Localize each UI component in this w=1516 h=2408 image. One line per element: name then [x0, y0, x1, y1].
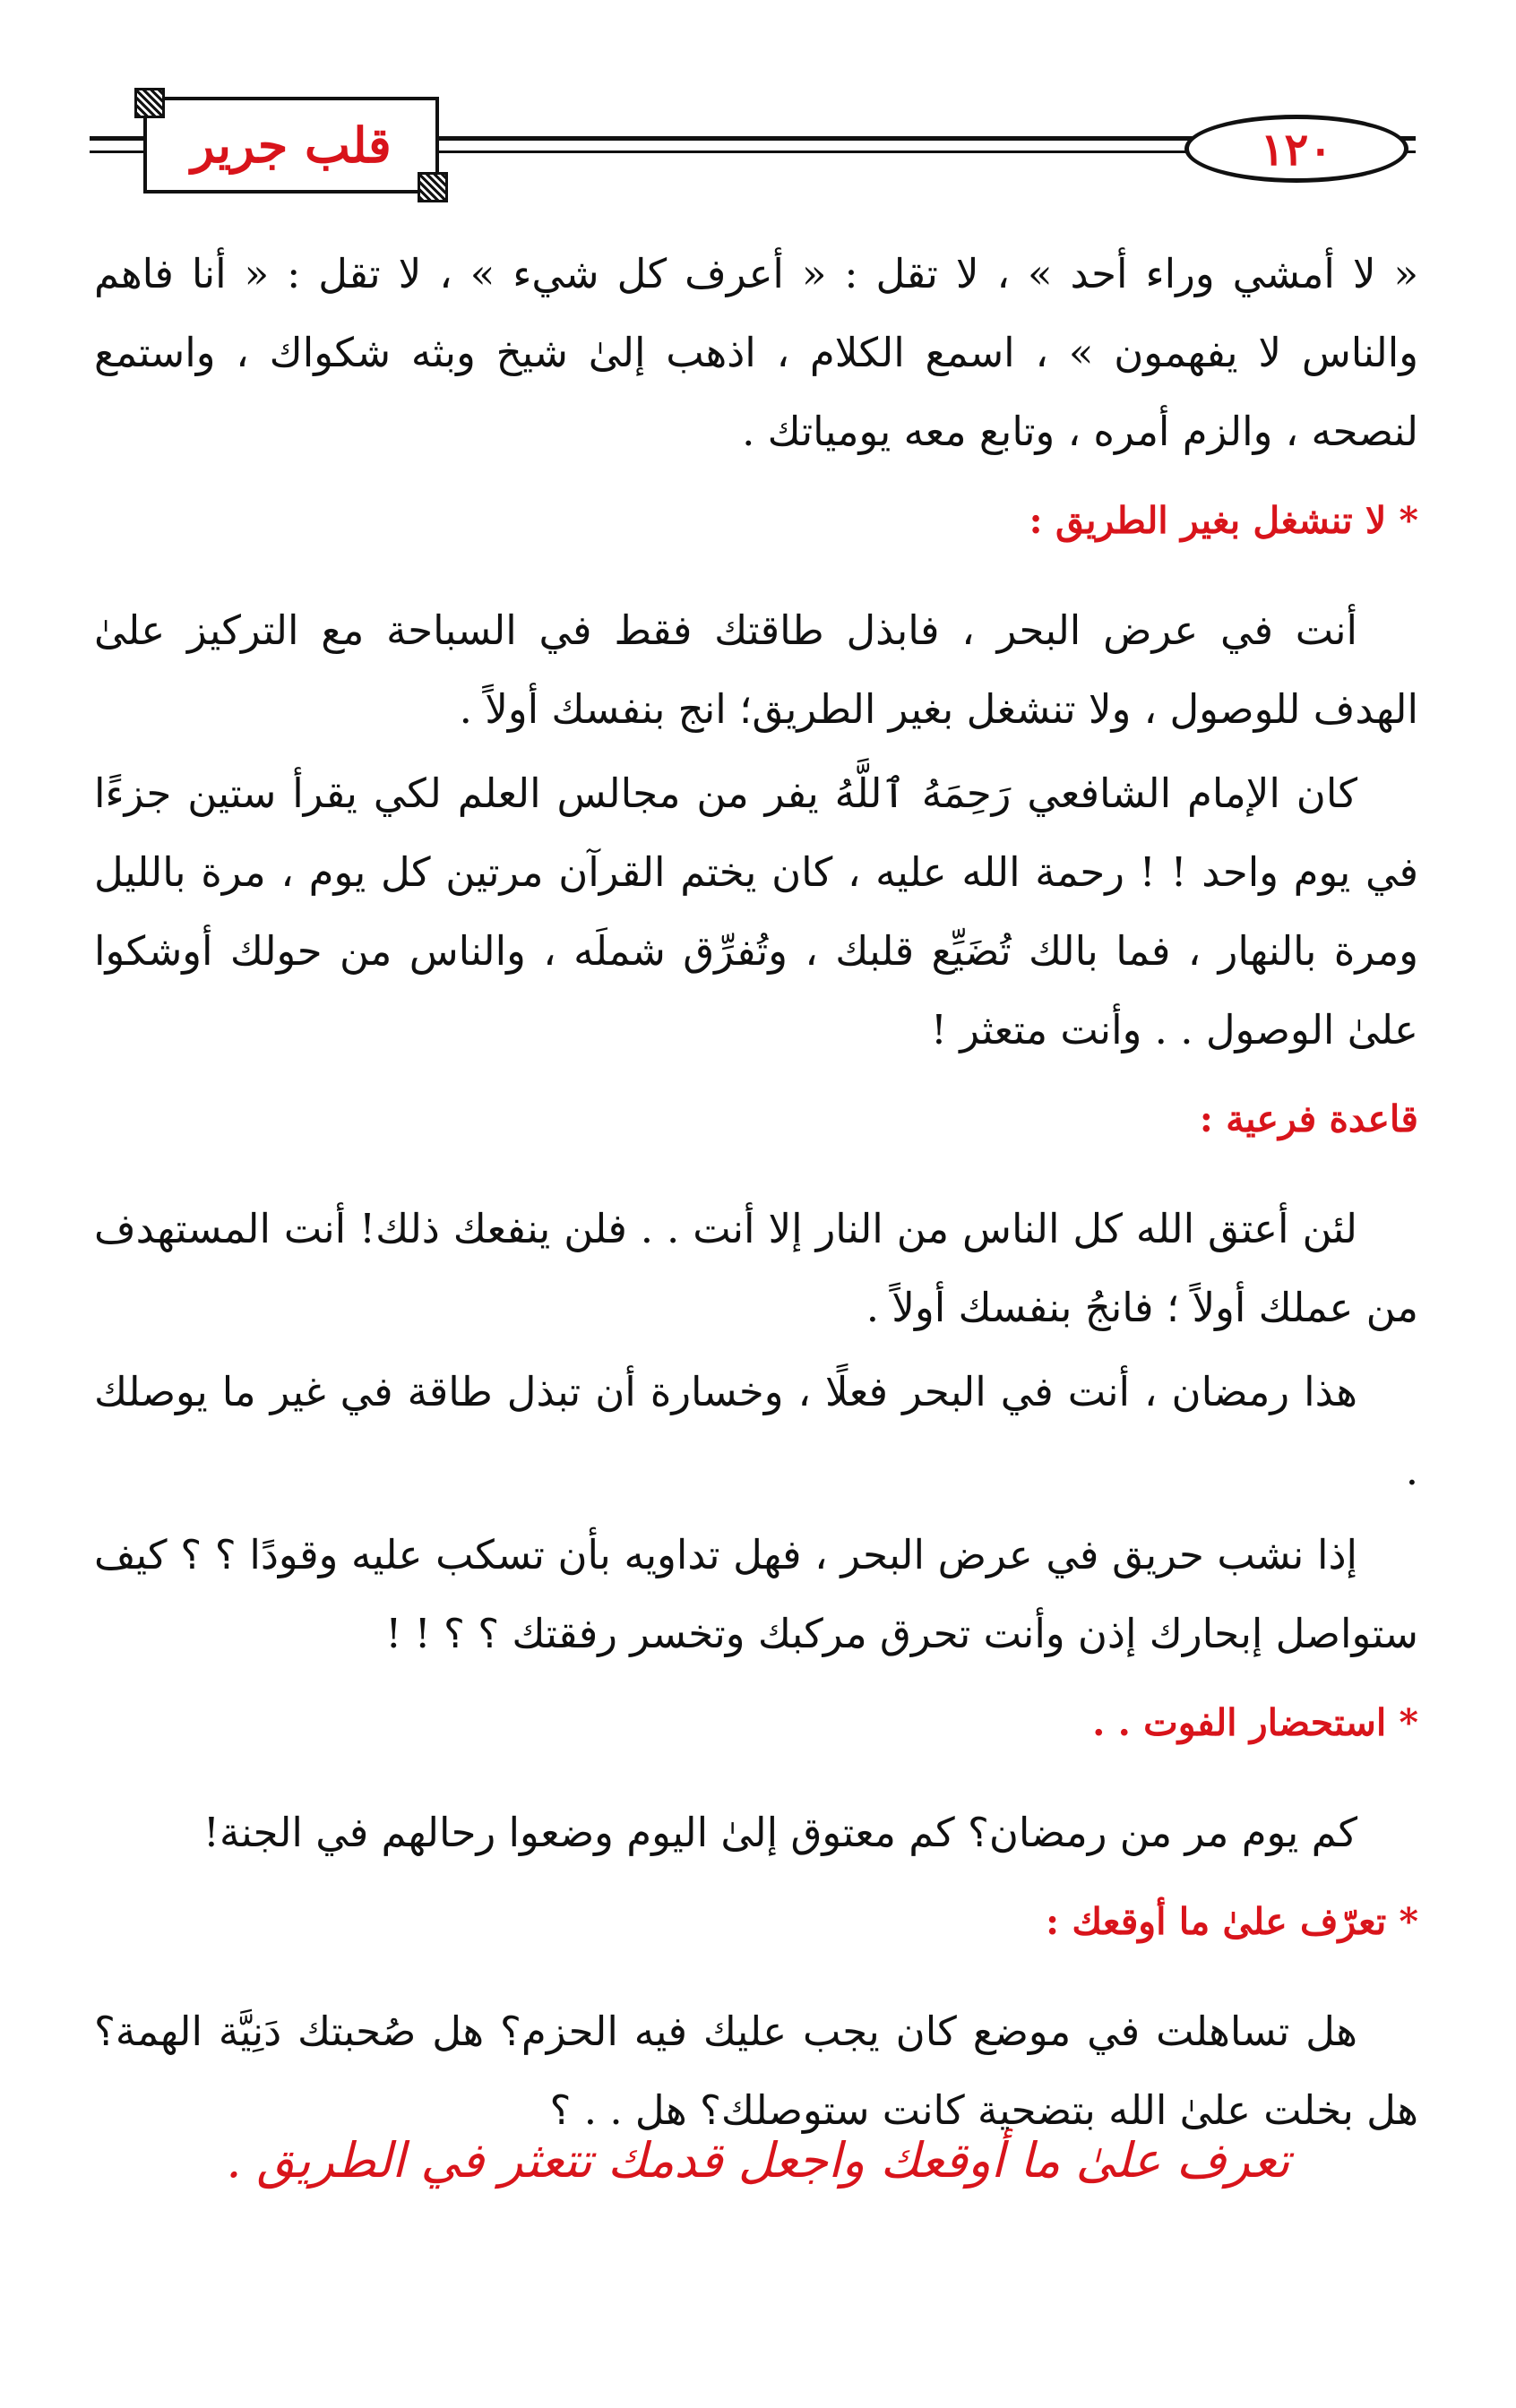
section-heading: قاعدة فرعية : [1199, 1097, 1418, 1140]
paragraph: « لا أمشي وراء أحد » ، لا تقل : « أعرف كل شيء » ، لا تقل : « أنا فاهم والناس لا يفهمون » ، اسمع الكلام ، اذهب إلىٰ شيخ وبثه شكواك ، واستمع لنصحه ، والزم أمره ، وتابع معه يومياتك . [94, 250, 1418, 455]
paragraph: هذا رمضان ، أنت في البحر فعلًا ، وخسارة أن تبذل طاقة في غير ما يوصلك . [94, 1368, 1418, 1494]
paragraph: هل تساهلت في موضع كان يجب عليك فيه الحزم؟ هل صُحبتك دَنِيَّة الهمة؟ هل بخلت علىٰ الله بتضحية كانت ستوصلك؟ هل . . ؟ [94, 2008, 1418, 2134]
running-title-box [143, 97, 439, 194]
section-heading: * تعرّف علىٰ ما أوقعك : [1045, 1900, 1418, 1943]
paragraph: أنت في عرض البحر ، فابذل طاقتك فقط في السباحة مع التركيز علىٰ الهدف للوصول ، ولا تنشغل بغير الطريق؛ انج بنفسك أولاً . [94, 606, 1418, 733]
paragraph: كم يوم مر من رمضان؟ كم معتوق إلىٰ اليوم وضعوا رحالهم في الجنة! [202, 1809, 1357, 1856]
page-number: ١٢٠ [1260, 122, 1333, 176]
paragraph: لئن أعتق الله كل الناس من النار إلا أنت . . فلن ينفعك ذلك! أنت المستهدف من عملك أولاً ؛ فانجُ بنفسك أولاً . [94, 1205, 1418, 1331]
running-title: قلب جرير [191, 116, 392, 174]
paragraph: كان الإمام الشافعي رَحِمَهُ ٱللَّهُ يفر من مجالس العلم لكي يقرأ ستين جزءًا في يوم واحد ! ! رحمة الله عليه ، كان يختم القرآن مرتين كل يوم ، مرة بالليل ومرة بالنهار ، فما بالك تُضَيِّع قلبك ، وتُفرِّق شملَه ، والناس من حولك أوشكوا علىٰ الوصول . . وأنت متعثر ! [94, 770, 1418, 1054]
page-number-oval [1184, 115, 1408, 183]
paragraph: إذا نشب حريق في عرض البحر ، فهل تداويه بأن تسكب عليه وقودًا ؟ ؟ كيف ستواصل إبحارك إذن وأنت تحرق مركبك وتخسر رفقتك ؟ ؟ ! ! [94, 1531, 1418, 1657]
closing-slogan: تعرف علىٰ ما أوقعك واجعل قدمك تتعثر في الطريق . [226, 2132, 1290, 2189]
section-heading: * لا تنشغل بغير الطريق : [1029, 499, 1418, 542]
section-heading: * استحضار الفوت . . [1092, 1701, 1418, 1744]
page-body [94, 235, 1418, 2155]
ornament-corner-icon [134, 88, 165, 118]
ornament-corner-icon [418, 172, 448, 202]
